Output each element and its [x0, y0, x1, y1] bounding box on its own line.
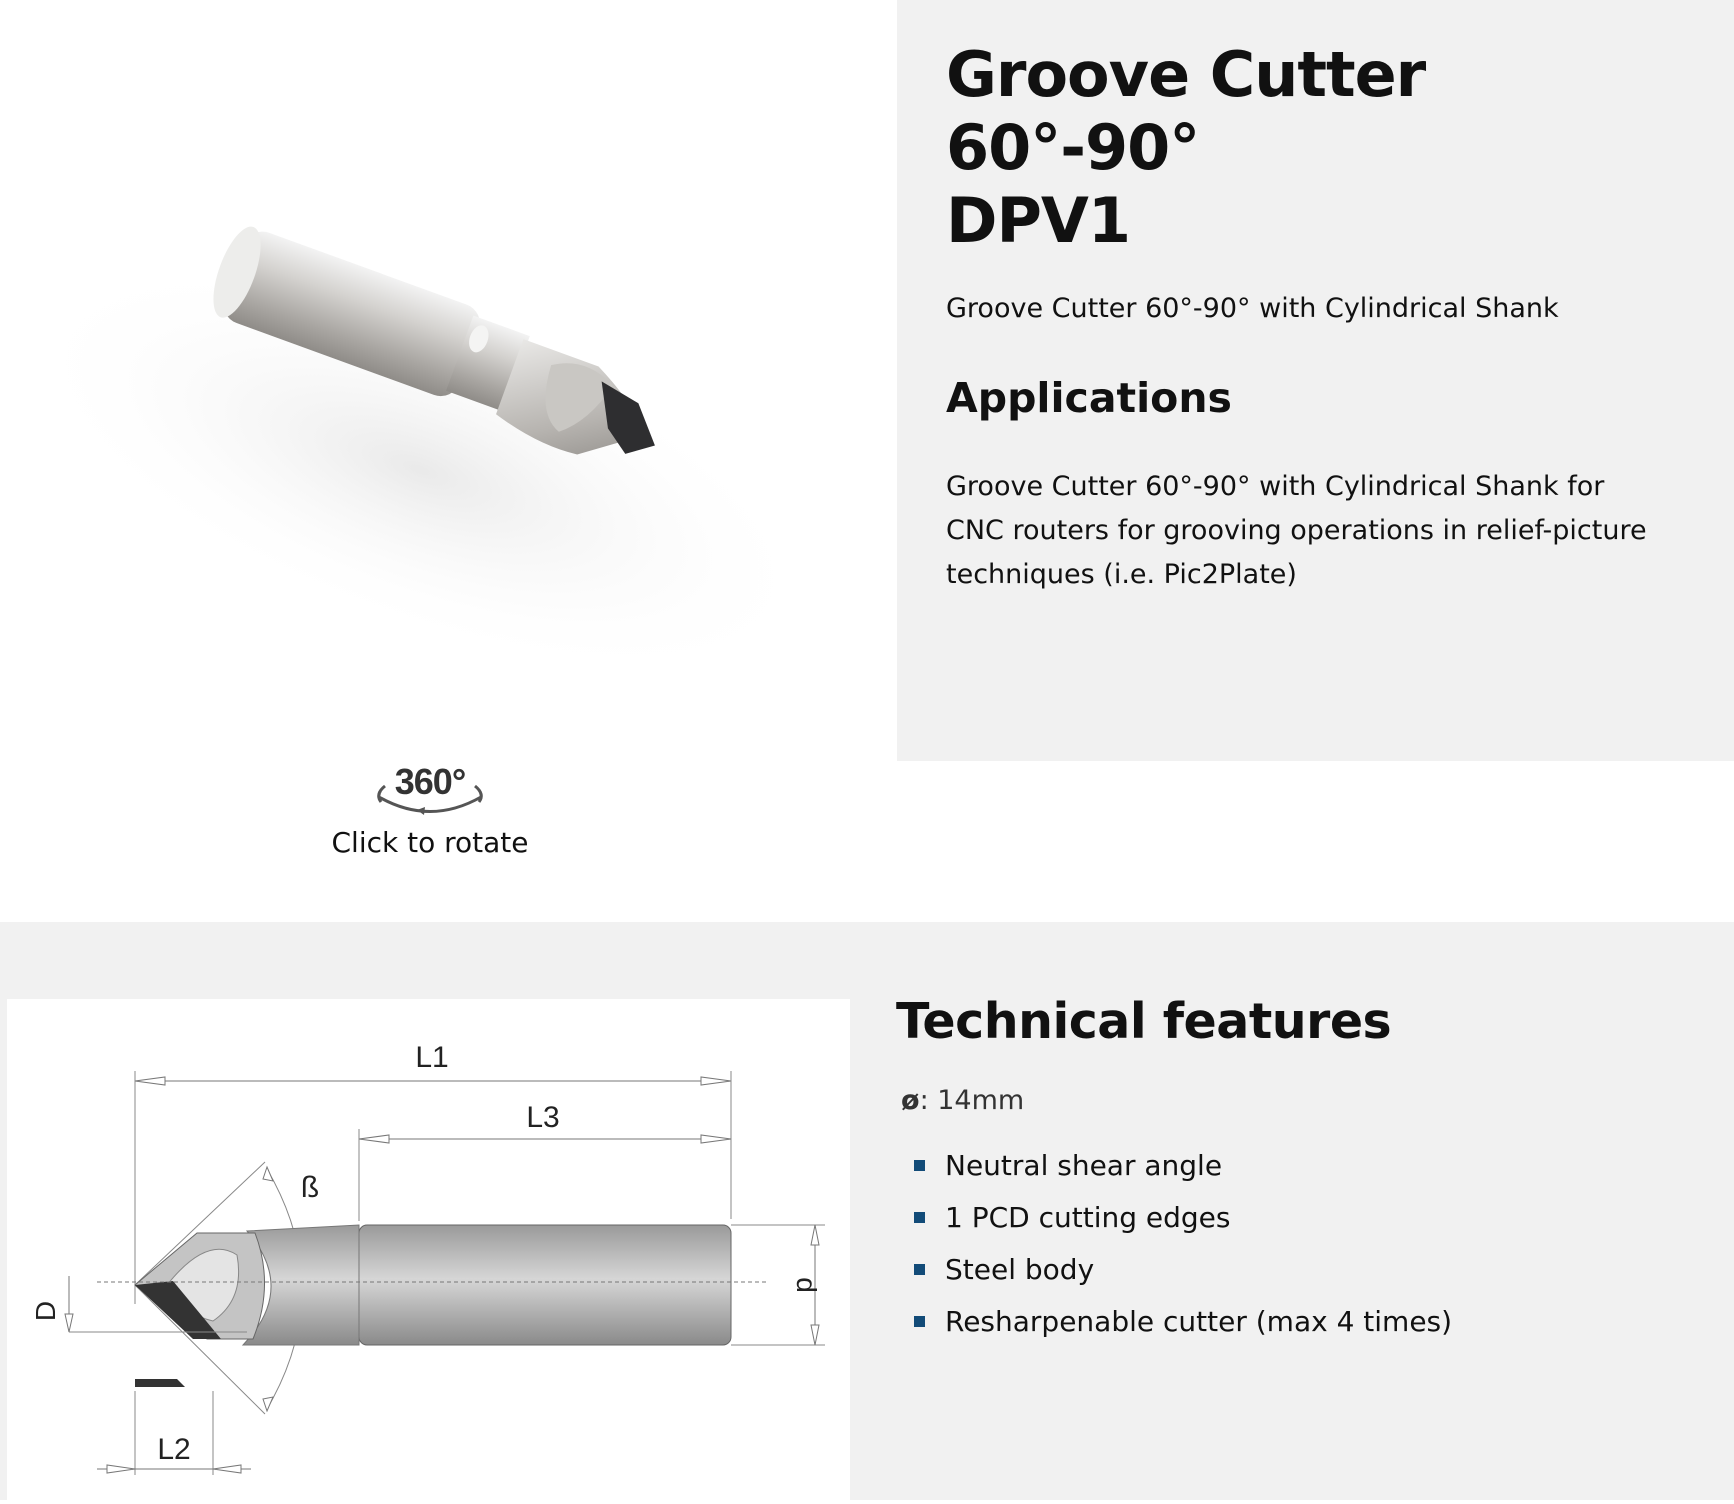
- rotate-label: Click to rotate: [331, 826, 529, 859]
- list-item: [914, 1243, 1696, 1295]
- feature-text: Steel body: [945, 1252, 1095, 1286]
- dimension-beta: ß: [300, 1171, 320, 1204]
- feature-list: [914, 1139, 1696, 1347]
- title-line-1: Groove Cutter 60°-90°: [946, 38, 1426, 184]
- title-line-2: DPV1: [946, 184, 1131, 257]
- bullet-square-icon: [914, 1264, 925, 1275]
- feature-text: Neutral shear angle: [945, 1148, 1223, 1182]
- dimension-d-upper: D: [30, 1300, 61, 1322]
- list-item: [914, 1191, 1696, 1243]
- product-subtitle: Groove Cutter 60°-90° with Cylindrical Shank: [946, 293, 1559, 324]
- rotate-360-button[interactable]: [300, 764, 560, 859]
- applications-text: Groove Cutter 60°-90° with Cylindrical Shank for CNC routers for grooving operations in relief-picture techniques (i.e. Pic2Plate): [946, 471, 1647, 590]
- bullet-square-icon: [914, 1212, 925, 1223]
- technical-features-panel: [896, 992, 1696, 1347]
- diameter-label: ø: [901, 1085, 920, 1116]
- list-item: [914, 1295, 1696, 1347]
- bullet-square-icon: [914, 1160, 925, 1171]
- dimension-l2: L2: [157, 1433, 191, 1466]
- technical-section: [0, 922, 1734, 1500]
- list-item: [914, 1139, 1696, 1191]
- rotate-badge-text: 360°: [394, 764, 466, 802]
- page-title: [946, 38, 1686, 257]
- diameter-spec: [901, 1085, 1696, 1116]
- technical-drawing: [7, 999, 850, 1500]
- dimension-l1: L1: [415, 1041, 449, 1074]
- feature-text: 1 PCD cutting edges: [945, 1200, 1231, 1234]
- technical-drawing-card: [7, 999, 850, 1500]
- technical-heading: Technical features: [896, 993, 1392, 1050]
- product-info-panel: [897, 0, 1734, 761]
- dimension-l3: L3: [526, 1101, 560, 1134]
- dimension-d-lower: d: [791, 1277, 822, 1293]
- drawing-shank: [359, 1225, 731, 1345]
- rotate-360-icon: [365, 764, 495, 822]
- product-viewer[interactable]: [0, 0, 897, 922]
- feature-text: Resharpenable cutter (max 4 times): [945, 1304, 1453, 1338]
- diameter-value: : 14mm: [919, 1085, 1025, 1116]
- applications-heading: Applications: [946, 374, 1232, 422]
- product-3d-render[interactable]: [0, 0, 860, 760]
- tool-shadow: [0, 176, 860, 760]
- bullet-square-icon: [914, 1316, 925, 1327]
